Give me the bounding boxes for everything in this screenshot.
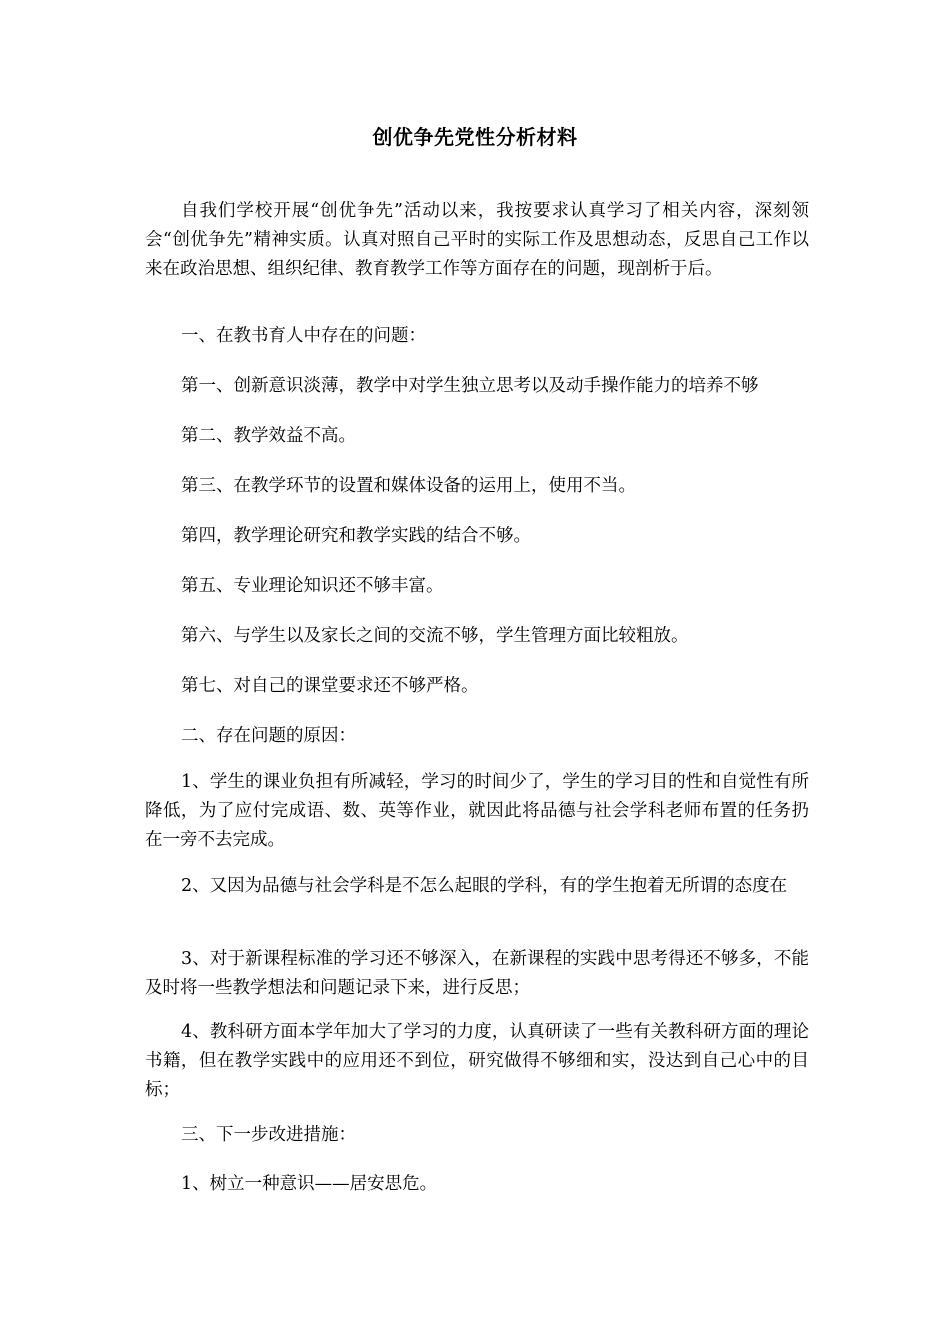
list-item-measure-1: 1、树立一种意识——居安思危。 — [181, 1174, 438, 1194]
section-heading-causes: 二、存在问题的原因： — [181, 726, 356, 746]
list-item-problem-6: 第六、与学生以及家长之间的交流不够，学生管理方面比较粗放。 — [181, 626, 689, 646]
list-item-cause-2: 2、又因为品德与社会学科是不怎么起眼的学科，有的学生抱着无所谓的态度在 — [181, 876, 788, 896]
list-item-problem-2: 第二、教学效益不高。 — [181, 426, 356, 446]
list-item-cause-3: 3、对于新课程标准的学习还不够深入，在新课程的实践中思考得还不够多，不能及时将一些教学想法和问题记录下来，进行反思； — [145, 949, 809, 998]
list-item-problem-3: 第三、在教学环节的设置和媒体设备的运用上，使用不当。 — [181, 476, 636, 496]
list-item-problem-7: 第七、对自己的课堂要求还不够严格。 — [181, 676, 479, 696]
section-heading-problems: 一、在教书育人中存在的问题： — [181, 326, 426, 346]
list-item-problem-4: 第四，教学理论研究和教学实践的结合不够。 — [181, 526, 531, 546]
list-item-problem-1: 第一、创新意识淡薄，教学中对学生独立思考以及动手操作能力的培养不够 — [181, 376, 759, 396]
list-item-cause-1: 1、学生的课业负担有所减轻，学习的时间少了，学生的学习目的性和自觉性有所降低，为了应付完成语、数、英等作业，就因此将品德与社会学科老师布置的任务扔在一旁不去完成。 — [145, 772, 809, 850]
section-heading-measures: 三、下一步改进措施： — [181, 1125, 356, 1145]
paragraph-intro: 自我们学校开展“创优争先”活动以来，我按要求认真学习了相关内容，深刻领会“创优争先”精神实质。认真对照自己平时的实际工作及思想动态，反思自己工作以来在政治思想、组织纪律、教育教学工作等方面存在的问题，现剖析于后。 — [145, 201, 809, 279]
list-item-cause-4: 4、教科研方面本学年加大了学习的力度，认真研读了一些有关教科研方面的理论书籍，但在教学实践中的应用还不到位，研究做得不够细和实，没达到自己心中的目标； — [145, 1022, 809, 1100]
list-item-problem-5: 第五、专业理论知识还不够丰富。 — [181, 576, 444, 596]
document-title: 创优争先党性分析材料 — [372, 125, 578, 149]
